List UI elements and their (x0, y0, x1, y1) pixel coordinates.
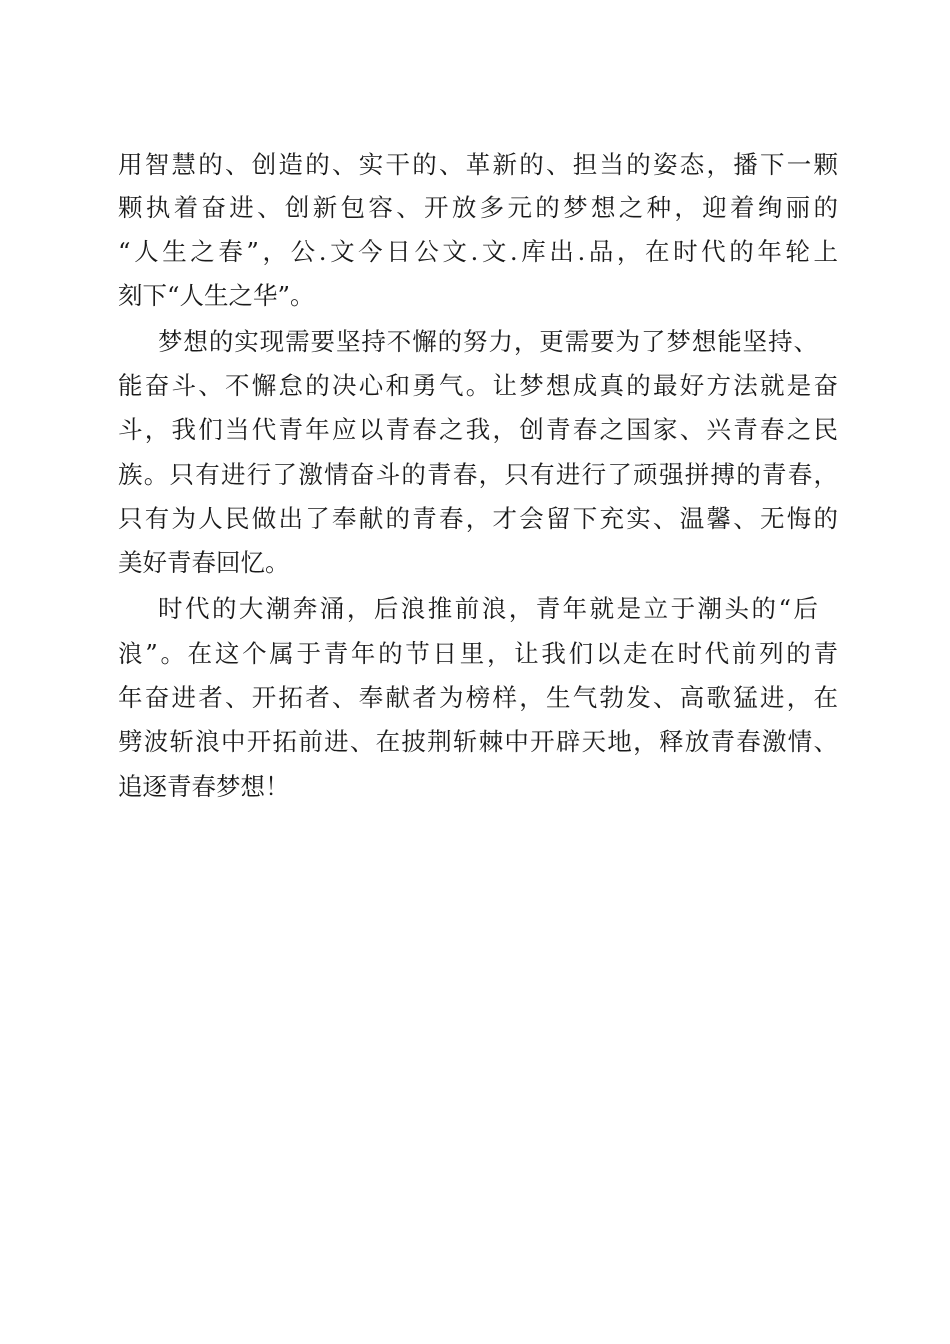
text-line: 追逐青春梦想！ (118, 772, 290, 801)
text-line: 只有为人民做出了奉献的青春，才会留下充实、温馨、无悔的 (118, 504, 838, 533)
text-line: 斗，我们当代青年应以青春之我，创青春之国家、兴青春之民 (118, 415, 838, 444)
text-line: 时代的大潮奔涌，后浪推前浪，青年就是立于潮头的“后 (158, 594, 818, 623)
text-line: 劈波斩浪中开拓前进、在披荆斩棘中开辟天地，释放青春激情、 (118, 727, 838, 756)
text-line: 刻下“人生之华”。 (118, 281, 315, 310)
text-line: 梦想的实现需要坚持不懈的努力，更需要为了梦想能坚持、 (158, 327, 818, 356)
text-line: 用智慧的、创造的、实干的、革新的、担当的姿态，播下一颗 (118, 150, 838, 179)
text-line: 能奋斗、不懈怠的决心和勇气。让梦想成真的最好方法就是奋 (118, 371, 838, 400)
text-line: 族。只有进行了激情奋斗的青春，只有进行了顽强拼搏的青春， (118, 460, 838, 489)
text-line: 颗执着奋进、创新包容、开放多元的梦想之种，迎着绚丽的 (118, 193, 838, 222)
text-line: 年奋进者、开拓者、奉献者为榜样，生气勃发、高歌猛进，在 (118, 683, 838, 712)
text-line: 美好青春回忆。 (118, 548, 290, 577)
text-line: “人生之春”，公.文今日公文.文.库出.品，在时代的年轮上 (118, 237, 838, 266)
text-line: 浪”。在这个属于青年的节日里，让我们以走在时代前列的青 (118, 639, 838, 668)
